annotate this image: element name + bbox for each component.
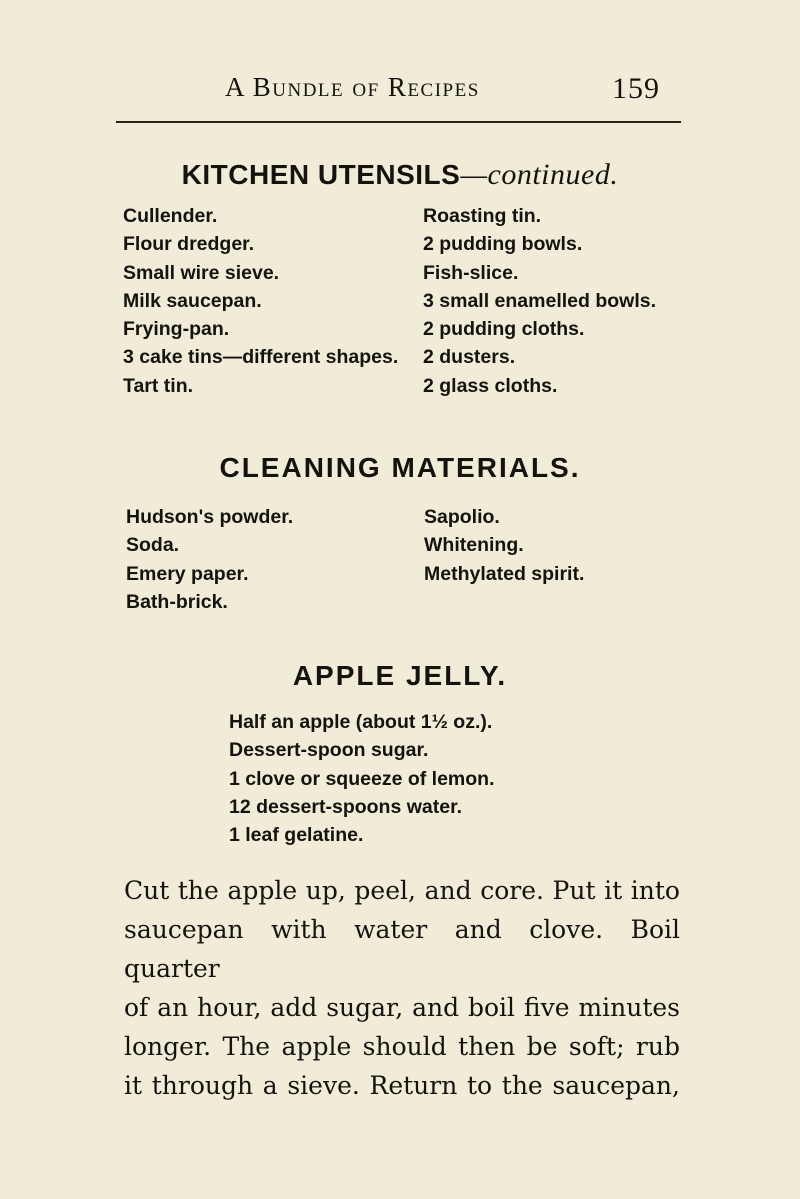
list-item: Methylated spirit. bbox=[424, 562, 585, 585]
list-item: Frying-pan. bbox=[123, 318, 230, 341]
ingredient-item: 1 leaf gelatine. bbox=[229, 824, 364, 847]
list-item: 2 pudding bowls. bbox=[423, 233, 583, 256]
method-line: saucepan with water and clove. Boil quarter bbox=[124, 915, 680, 983]
utensils-list-left bbox=[123, 202, 398, 400]
kitchen-utensils-heading bbox=[0, 158, 800, 192]
header-rule bbox=[116, 121, 681, 123]
list-item: 2 dusters. bbox=[423, 346, 516, 369]
method-line: Cut the apple up, peel, and core. Put it into bbox=[124, 876, 680, 905]
ingredients-list bbox=[229, 708, 495, 849]
kitchen-utensils-title: KITCHEN UTENSILS bbox=[181, 159, 461, 190]
method-line: it through a sieve. Return to the saucepan, bbox=[124, 1071, 680, 1100]
running-head bbox=[0, 72, 800, 112]
list-item: Roasting tin. bbox=[423, 205, 542, 227]
list-item: Tart tin. bbox=[123, 374, 194, 397]
apple-jelly-heading bbox=[0, 660, 800, 692]
ingredient-item: Half an apple (about 1½ oz.). bbox=[229, 711, 493, 733]
ingredient-item: 1 clove or squeeze of lemon. bbox=[229, 767, 495, 790]
method-line: longer. The apple should then be soft; rub bbox=[124, 1032, 680, 1061]
list-item: Cullender. bbox=[123, 205, 218, 227]
utensils-list-right bbox=[423, 202, 656, 400]
list-item: 3 small enamelled bowls. bbox=[423, 289, 657, 312]
page-number: 159 bbox=[612, 72, 660, 105]
cleaning-list-left bbox=[126, 503, 293, 616]
list-item: 2 pudding cloths. bbox=[423, 318, 585, 341]
running-title: A Bundle of Recipes bbox=[225, 72, 480, 102]
continued-label: —continued. bbox=[460, 158, 619, 191]
list-item: Flour dredger. bbox=[123, 233, 255, 256]
list-item: Soda. bbox=[126, 534, 180, 557]
list-item: 3 cake tins—different shapes. bbox=[123, 346, 399, 369]
ingredient-item: 12 dessert-spoons water. bbox=[229, 795, 463, 818]
cleaning-list-right bbox=[424, 503, 584, 588]
list-item: Fish-slice. bbox=[423, 261, 519, 284]
ingredient-item: Dessert-spoon sugar. bbox=[229, 739, 429, 762]
list-item: Milk saucepan. bbox=[123, 289, 262, 312]
list-item: Emery paper. bbox=[126, 562, 249, 585]
list-item: Sapolio. bbox=[424, 506, 500, 528]
cleaning-materials-title: CLEANING MATERIALS. bbox=[219, 452, 581, 483]
list-item: Hudson's powder. bbox=[126, 506, 294, 528]
method-paragraph bbox=[124, 871, 680, 1105]
list-item: Whitening. bbox=[424, 534, 524, 557]
method-line: of an hour, add sugar, and boil five minutes bbox=[124, 993, 680, 1022]
list-item: Small wire sieve. bbox=[123, 261, 280, 284]
list-item: Bath-brick. bbox=[126, 590, 228, 613]
list-item: 2 glass cloths. bbox=[423, 374, 558, 397]
cleaning-materials-heading bbox=[0, 452, 800, 484]
apple-jelly-title: APPLE JELLY. bbox=[292, 660, 508, 691]
